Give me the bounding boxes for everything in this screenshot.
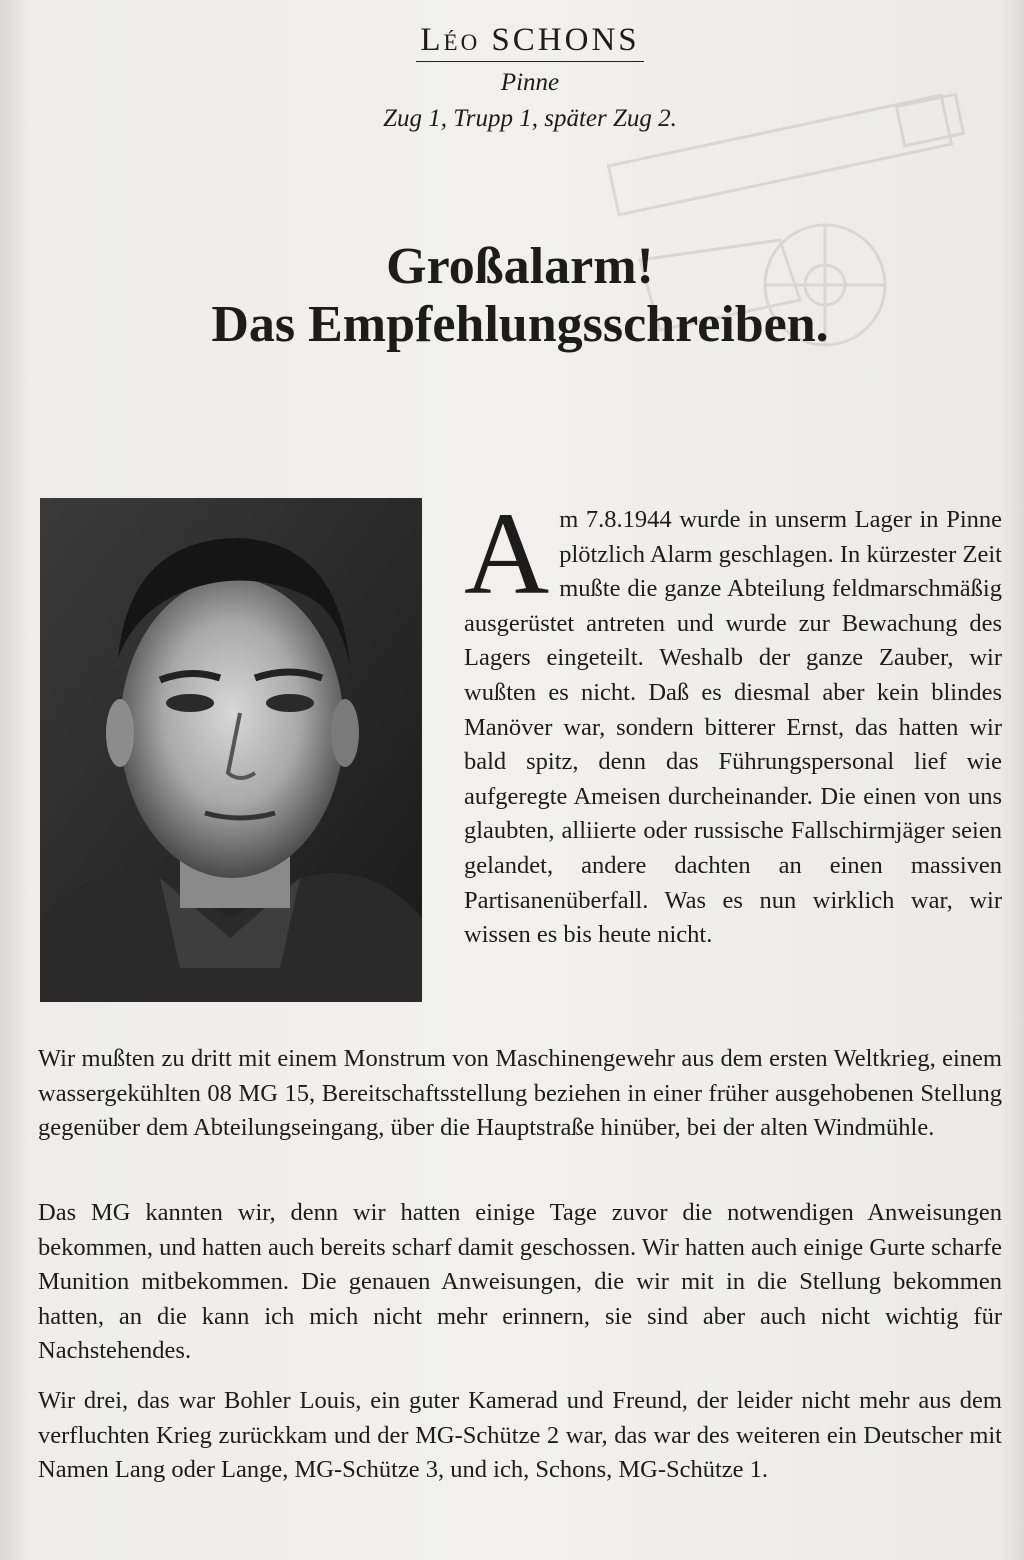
intro-paragraph: [464, 488, 1002, 953]
paragraph-2-text: Wir mußten zu dritt mit einem Monstrum von Maschinengewehr aus dem ersten Weltkrieg, einem wassergekühlten 08 MG 15, Bereitschaftsstellung beziehen in einer früher ausgehobenen Stellung gegenüber dem Abteilungseingang, über die Hauptstraße hinüber, bei der alten Windmühle.: [38, 1045, 1002, 1142]
place-line: Pinne: [500, 69, 560, 96]
paragraph-3: [38, 1196, 1002, 1369]
chapter-title: [150, 238, 890, 354]
drop-cap: A: [464, 488, 550, 619]
paragraph-4: [38, 1384, 1002, 1488]
portrait-photo: [40, 498, 422, 1002]
paragraph-3-text: Das MG kannten wir, denn wir hatten einige Tage zuvor die notwendigen Anweisungen bekommen, und hatten auch bereits scharf damit geschossen. Wir hatten auch einige Gurte scharfe Munition mitbekommen. Die genauen Anweisungen, die wir mit in die Stellung bekommen hatten, an die kann ich mich nicht mehr erinnern, sie sind aber auch nicht wichtig für Nachstehendes.: [38, 1199, 1002, 1365]
chapter-header: [330, 22, 730, 134]
title-line-1: Großalarm!: [386, 238, 654, 295]
author-name: Léo SCHONS: [416, 22, 643, 62]
unit-line: Zug 1, Trupp 1, später Zug 2.: [383, 105, 677, 132]
title-line-2: Das Empfehlungsschreiben.: [211, 296, 829, 353]
paragraph-4-text: Wir drei, das war Bohler Louis, ein guter Kamerad und Freund, der leider nicht mehr aus dem verfluchten Krieg zurückkam und der MG-Schütze 2 war, das war des weiteren ein Deutscher mit Namen Lang oder Lange, MG-Schütze 3, und ich, Schons, MG-Schütze 1.: [38, 1387, 1002, 1484]
intro-paragraph-block: [464, 488, 1002, 953]
portrait-image: [40, 498, 422, 1002]
paragraph-2: [38, 1042, 1002, 1146]
intro-text: m 7.8.1944 wurde in unserm Lager in Pinne plötzlich Alarm geschlagen. In kürzester Zeit mußte die ganze Abteilung feldmarschmäßig ausgerüstet antreten und wurde zur Bewachung des Lagers eingeteilt. Weshalb der ganze Zauber, wir wußten es nicht. Daß es diesmal aber kein blindes Manöver war, sondern bitterer Ernst, das hatten wir bald spitz, denn das Führungspersonal lief wie aufgeregte Ameisen durcheinander. Die einen von uns glaubten, alliierte oder russische Fallschirmjäger seien gelandet, andere dachten an einen massiven Partisanenüberfall. Was es nun wirklich war, wir wissen es bis heute nicht.: [464, 506, 1002, 949]
